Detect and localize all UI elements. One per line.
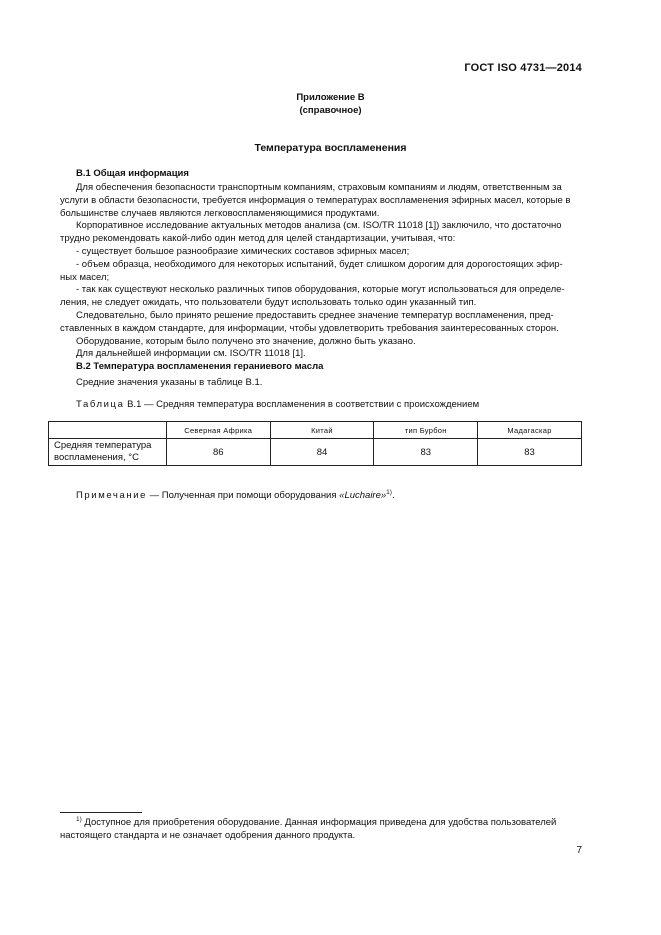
list-item: - существует большое разнообразие химических составов эфирных масел;: [76, 245, 410, 257]
footnote-line: Доступное для приобретения оборудование. Данная информация приведена для удобства пользователей: [81, 817, 557, 828]
text-line: ных масел;: [60, 271, 110, 283]
footnote-separator: [60, 812, 142, 813]
section-1-heading: В.1 Общая информация: [76, 168, 189, 179]
text-line: ставленных в каждом стандарте, для информации, чтобы удовлетворить требования заинтересованных сторон.: [60, 322, 559, 334]
row-label-line: воспламенения, °С: [54, 452, 139, 463]
text-line: Следовательно, было принято решение предоставить среднее значение температур воспламенения, пред-: [76, 309, 554, 321]
note-end: .: [391, 490, 395, 501]
main-title: Температура воспламенения: [254, 142, 407, 154]
flash-point-table: [48, 421, 582, 466]
table-header-cell: Северная Африка: [166, 422, 270, 439]
footnote-line: настоящего стандарта и не означает одобрения данного продукта.: [60, 829, 356, 841]
table-cell: 83: [374, 439, 478, 466]
note-text: — Полученная при помощи оборудования: [147, 490, 340, 501]
table-header-row: [49, 422, 582, 439]
row-label-line: Средняя температура: [54, 440, 152, 451]
note-equipment: «Luchaire»: [339, 490, 387, 501]
text-line: Для обеспечения безопасности транспортным компаниям, страховым компаниям и людям, ответственным за: [76, 182, 562, 193]
footnote-mark: 1): [76, 815, 82, 823]
standard-designation: ГОСТ ISO 4731—2014: [464, 62, 582, 74]
list-item: - так как существуют несколько различных типов оборудования, которые могут использоваться для определе-: [76, 284, 565, 296]
text-line: Для дальнейшей информации см. ISO/TR 11018 [1].: [76, 348, 306, 360]
text-line: услуги в области безопасности, требуется информация о температурах воспламенения эфирных масел, которые в: [60, 194, 571, 206]
table-caption: [76, 399, 479, 410]
table-cell: 86: [166, 439, 270, 466]
table-caption-label: Таблица: [76, 399, 125, 410]
text-line: Корпоративное исследование актуальных методов анализа (см. ISO/TR 11018 [1]) заключило, что достаточно: [76, 220, 562, 232]
text-line: Оборудование, которым было получено это значение, должно быть указано.: [76, 335, 416, 347]
footnote: [60, 817, 582, 843]
text-line: большинстве случаев являются легковоспламеняющимися продуктами.: [60, 207, 380, 219]
section-1-body: [60, 182, 582, 361]
list-item: - объем образца, необходимого для некоторых испытаний, будет слишком дорогим для дорогостоящих эфир-: [76, 258, 563, 270]
page-number: 7: [576, 845, 582, 856]
table-row-label: [49, 439, 167, 466]
table-header-cell: тип Бурбон: [374, 422, 478, 439]
table-header-empty: [49, 422, 167, 439]
table-header-cell: Китай: [270, 422, 374, 439]
table-header-cell: Мадагаскар: [478, 422, 582, 439]
annex-title: Приложение В: [296, 92, 365, 103]
annex-subtitle: (справочное): [299, 105, 362, 116]
table-row: [49, 439, 582, 466]
text-line: трудно рекомендовать какой-либо один метод для целей стандартизации, учитывая, что:: [60, 233, 456, 245]
table-note: [76, 490, 395, 501]
note-footnote-mark: 1): [386, 488, 392, 496]
table-caption-text: В.1 — Средняя температура воспламенения в соответствии с происхождением: [127, 399, 480, 410]
section-2-text: Средние значения указаны в таблице В.1.: [76, 377, 263, 388]
section-2-heading: В.2 Температура воспламенения гераниевого масла: [76, 361, 324, 372]
table-cell: 84: [270, 439, 374, 466]
table-cell: 83: [478, 439, 582, 466]
note-label: Примечание: [76, 490, 147, 501]
text-line: ления, не следует ожидать, что пользователи будут использовать только один указанный тип.: [60, 297, 477, 309]
